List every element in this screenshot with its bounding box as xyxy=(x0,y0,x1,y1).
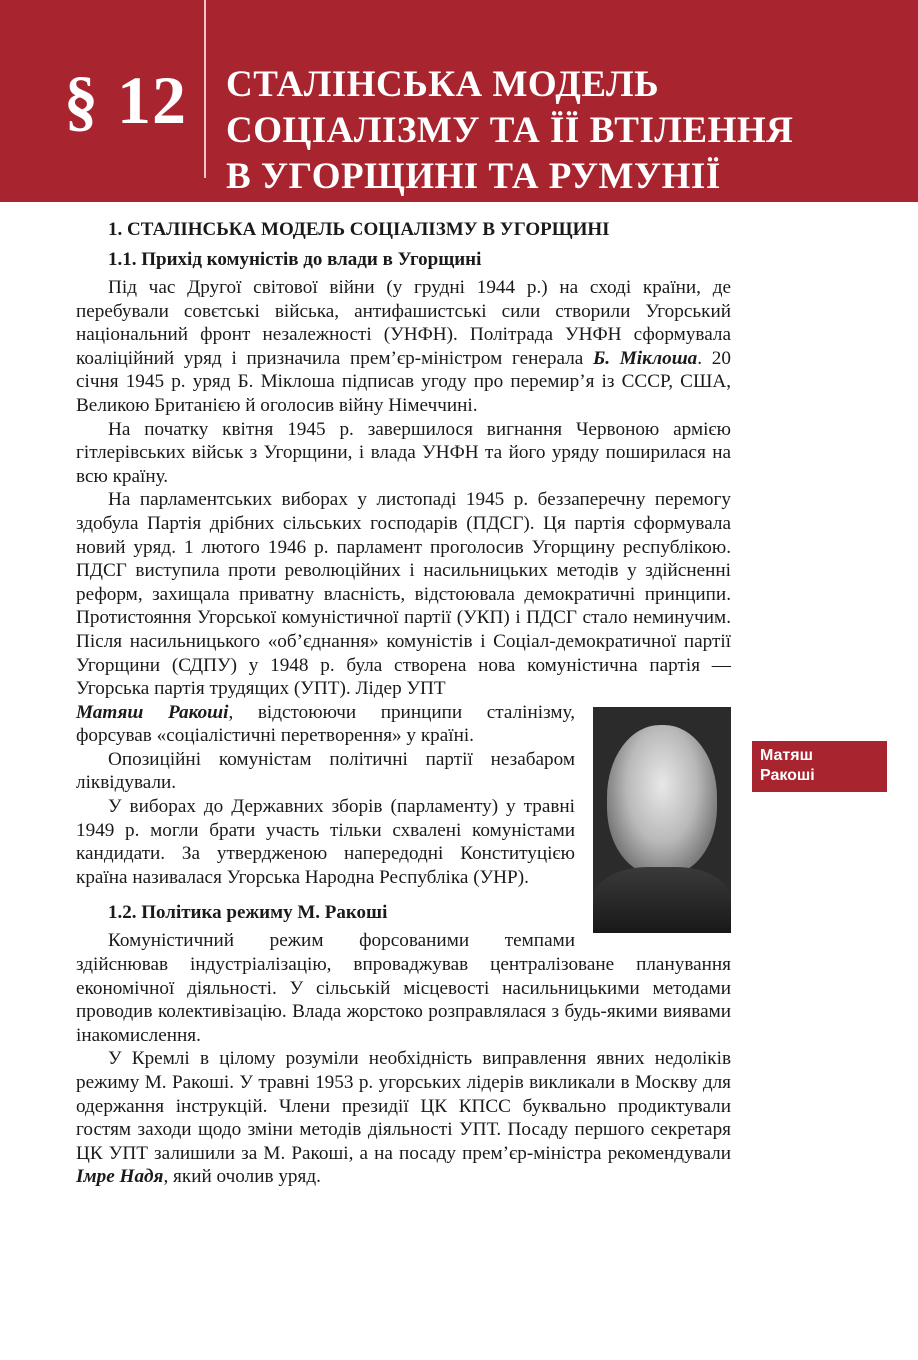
chapter-title-line: СТАЛІНСЬКА МОДЕЛЬ xyxy=(226,64,660,105)
portrait-body xyxy=(593,867,731,933)
person-name: Матяш Ракоші xyxy=(76,701,229,723)
header-divider xyxy=(204,0,206,178)
paragraph-text: У Кремлі в цілому розуміли необхідність виправлення явних недоліків режиму М. Ракоші. У травні 1953 р. угорських лідерів викликали в Москву для одержання інструкцій. Члени президії ЦК КПСС буквально продиктували гостям заходи щодо зміни методів діяльності УПТ. Посаду першого секретаря ЦК УПТ залишили за М. Ракоші, а на посаду прем’єр-міністра рекомендували xyxy=(76,1048,731,1164)
paragraph-text: , який очолив уряд. xyxy=(163,1166,321,1188)
caption-line: Ракоші xyxy=(760,767,815,784)
chapter-title-line: В УГОРЩИНІ ТА РУМУНІЇ xyxy=(226,156,721,197)
paragraph: На початку квітня 1945 р. завершилося вигнання Червоною армією гітлерівських військ з Угорщини, і влада УНФН та його уряду поширилася на всю країну. xyxy=(76,418,731,487)
paragraph xyxy=(76,276,731,418)
portrait-photo xyxy=(593,707,731,933)
paragraph: Опозиційні комуністам політичні партії незабаром ліквідували. xyxy=(76,748,575,794)
paragraph-text: На парламентських виборах у листопаді 1945 р. беззаперечну перемогу здобула Партія дрібних сільських господарів (ПДСГ). Ця партія сформувала новий уряд. 1 лютого 1946 р. парламент проголосив Угорщину республікою. ПДСГ виступила проти революційних і насильницьких методів у здійсненні реформ, захищала приватну власність, відстоювала демократичні принципи. Протистояння Угорської комуністичної партії (УКП) і ПДСГ стало неминучим. Після насильницького «об’єднання» комуністів і Соціал-демократичної партії Угорщини (СДПУ) у 1948 р. була створена нова комуністична партія — Угорська партія трудящих (УПТ). Лідер УПТ xyxy=(76,489,731,700)
paragraph-text: Під час Другої світової війни (у грудні 1944 р.) на сході країни, де перебували совєтські війська, антифашистські сили створили Угорський національний фронт незалежності (УНФН). Політрада УНФН сформувала коаліційний уряд і призначила прем’єр-міністром генерала xyxy=(76,277,731,369)
paragraph-text: . 20 січня 1945 р. уряд Б. Міклоша підписав угоду про перемир’я із СССР, США, Великою Британією й оголосив війну Німеччині. xyxy=(76,347,731,416)
chapter-title-line: СОЦІАЛІЗМУ ТА ЇЇ ВТІЛЕННЯ xyxy=(226,110,794,151)
section-number: § 12 xyxy=(64,62,187,138)
paragraph: У виборах до Державних зборів (парламенту) у травні 1949 р. могли брати участь тільки схвалені комуністами кандидати. За утвердженою напередодні Конституцією країна називалася Угорська Народна Республіка (УНР). xyxy=(76,796,575,888)
paragraph xyxy=(76,1047,731,1189)
paragraph-text: , відстоюючи принципи сталінізму, форсував «соціалістичні перетворення» у країні. xyxy=(76,701,575,747)
heading-subsection-1-1: 1.1. Прихід комуністів до влади в Угорщині xyxy=(108,249,482,270)
person-name: Імре Надя xyxy=(76,1166,164,1188)
photo-caption-label xyxy=(752,741,887,792)
chapter-title xyxy=(226,62,906,200)
heading-section-1: 1. СТАЛІНСЬКА МОДЕЛЬ СОЦІАЛІЗМУ В УГОРЩИНІ xyxy=(108,219,610,240)
person-name: Б. Міклоша xyxy=(593,347,698,369)
chapter-header xyxy=(0,0,918,202)
paragraph: Комуністичний режим форсованими темпами здійснював індустріалізацію, впроваджував централізоване планування економічної діяльності. У сільській місцевості насильницькими методами проводив колективізацію. Влада жорстоко розправлялася з будь-якими виявами інакомислення. xyxy=(76,930,731,1046)
caption-line: Матяш xyxy=(760,747,813,764)
paragraph xyxy=(76,488,731,700)
heading-subsection-1-2: 1.2. Політика режиму М. Ракоші xyxy=(108,902,388,924)
portrait-face xyxy=(607,725,717,875)
main-text xyxy=(76,218,731,1189)
